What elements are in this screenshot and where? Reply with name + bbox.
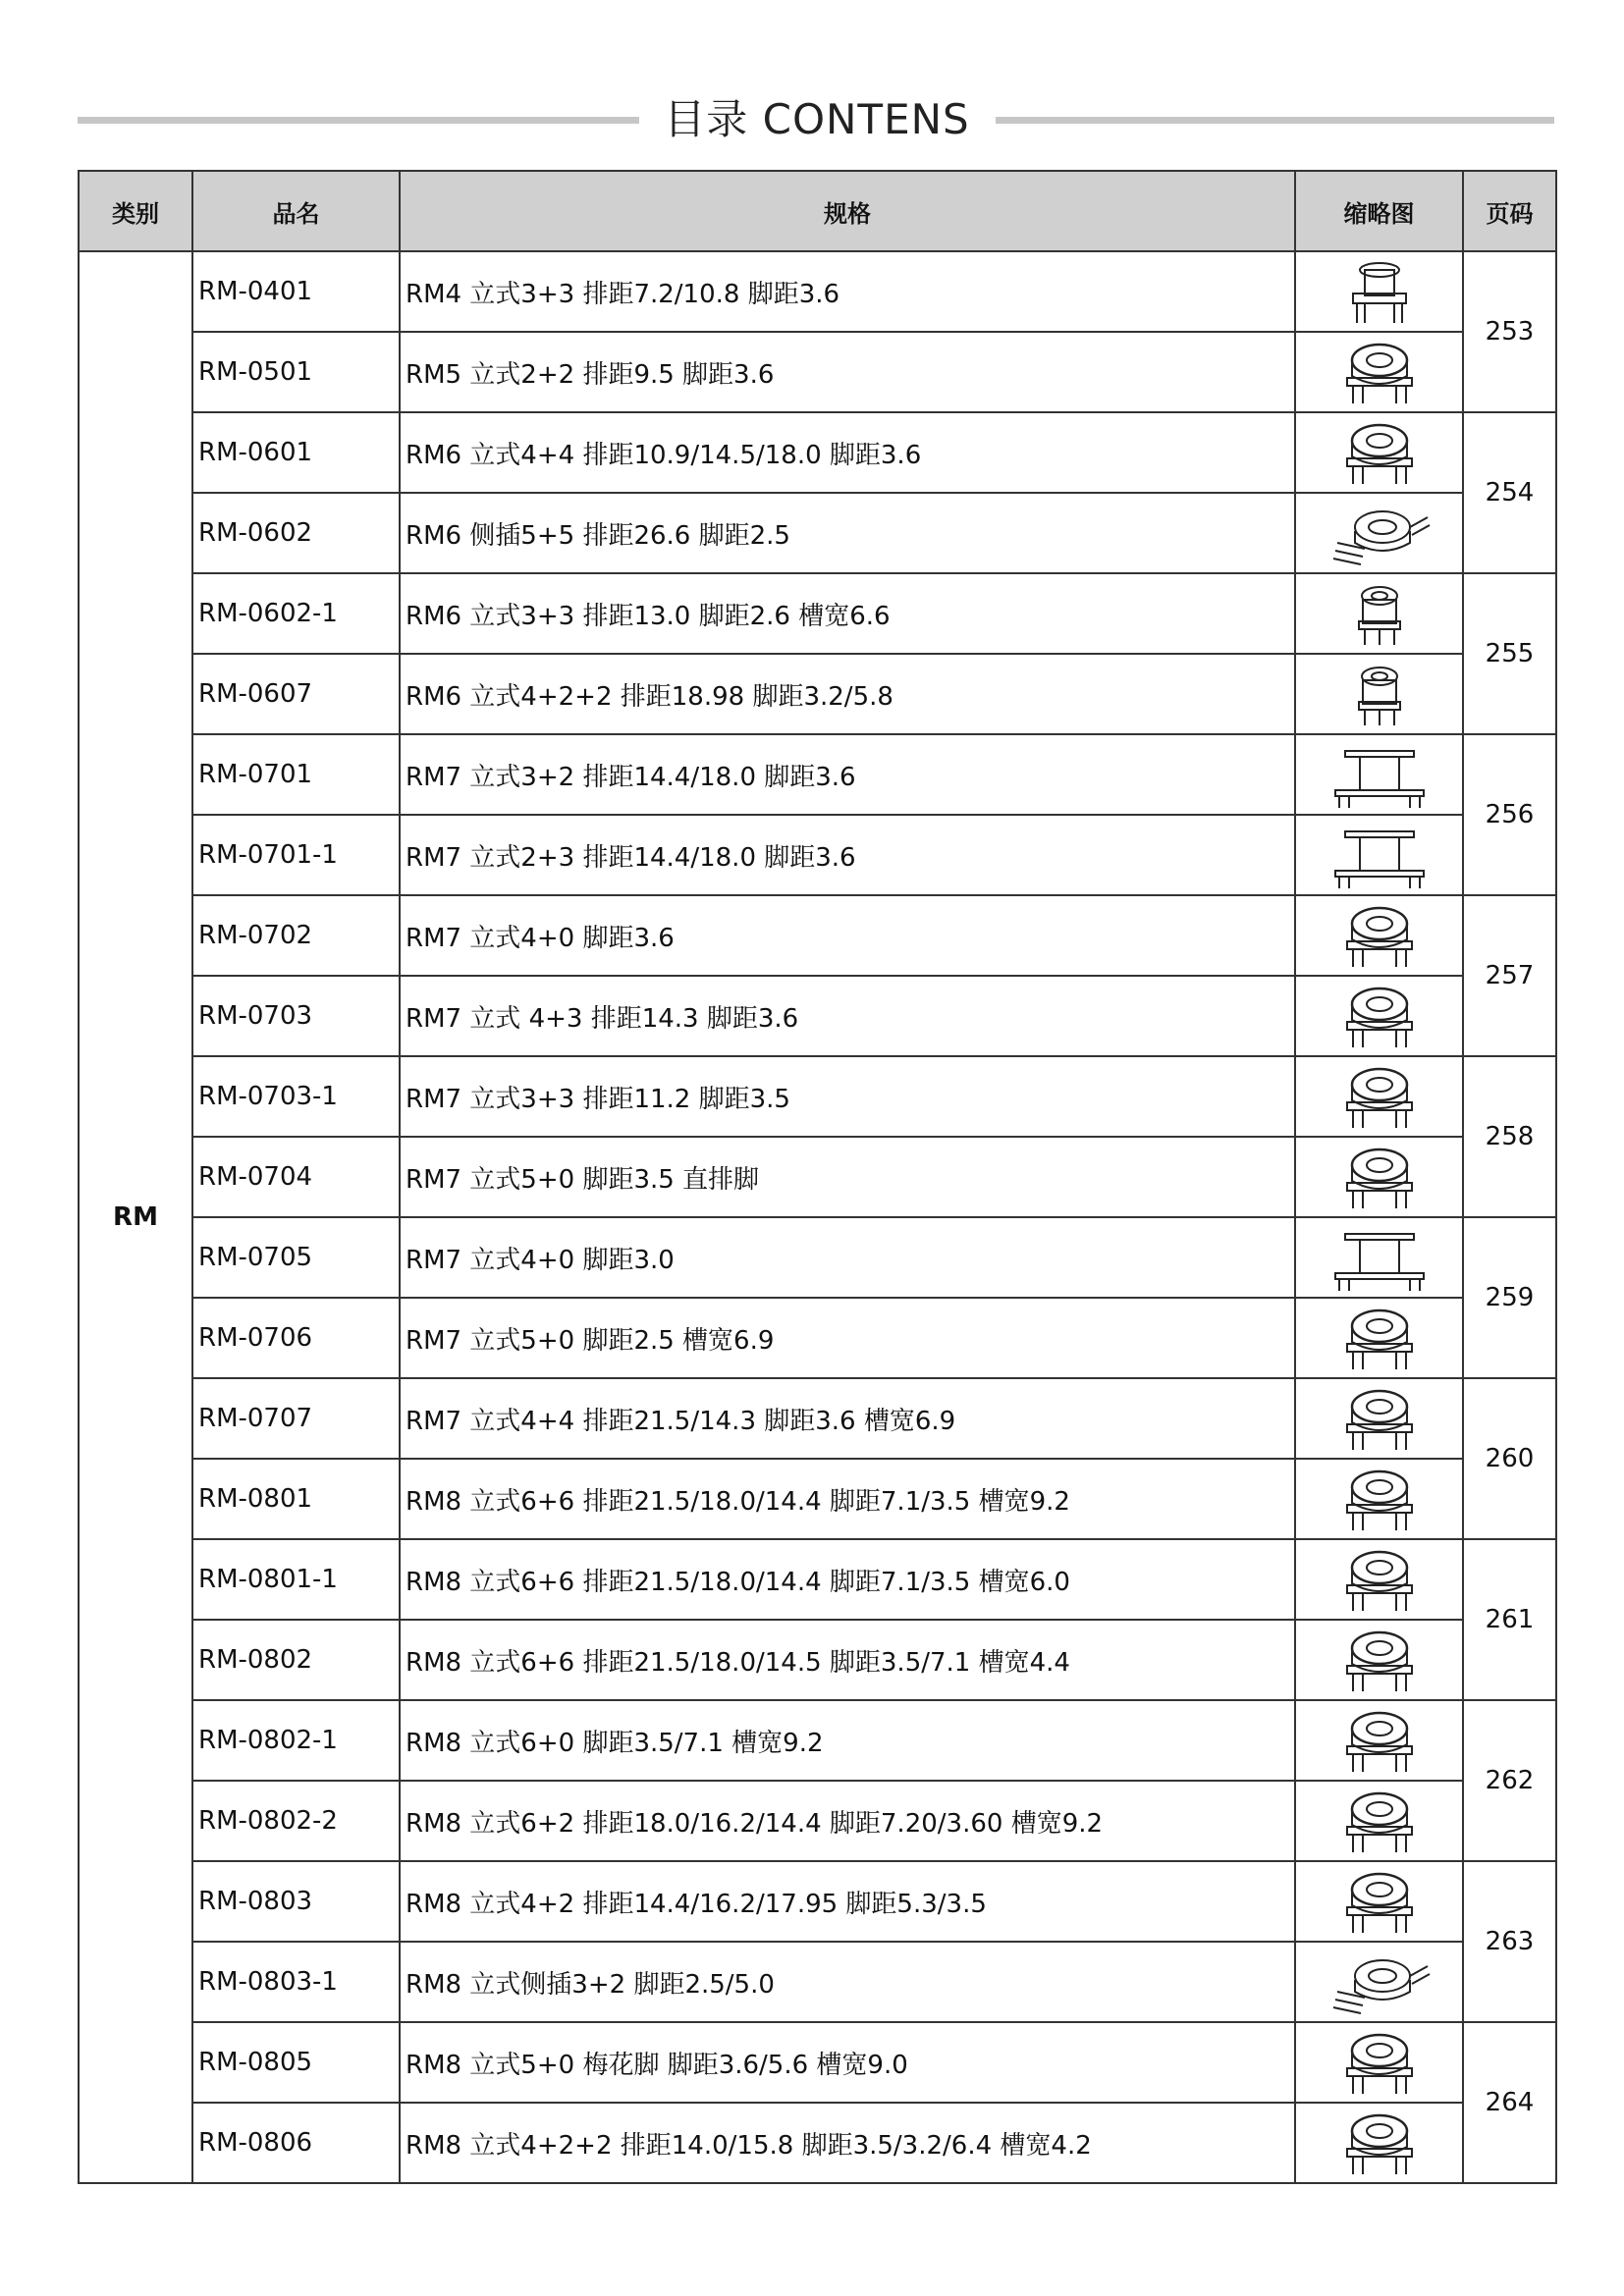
bobbin-round-icon — [1296, 1544, 1462, 1615]
thumbnail-cell — [1295, 1700, 1463, 1781]
table-row — [79, 1217, 1556, 1298]
bobbin-side-icon — [1296, 1947, 1462, 2017]
bobbin-round-icon — [1296, 900, 1462, 971]
page-number: 253 — [1463, 251, 1556, 412]
table-row — [79, 573, 1556, 654]
product-code: RM-0802-1 — [192, 1700, 400, 1781]
table-row — [79, 1942, 1556, 2022]
bobbin-round-icon — [1296, 1625, 1462, 1695]
product-code: RM-0702 — [192, 895, 400, 976]
bobbin-small-icon — [1296, 659, 1462, 729]
thumbnail-cell — [1295, 1539, 1463, 1620]
product-code: RM-0802-2 — [192, 1781, 400, 1861]
thumbnail-cell — [1295, 2022, 1463, 2103]
product-spec: RM6 侧插5+5 排距26.6 脚距2.5 — [400, 493, 1295, 573]
page-number: 254 — [1463, 412, 1556, 573]
product-spec: RM8 立式6+2 排距18.0/16.2/14.4 脚距7.20/3.60 槽宽9.2 — [400, 1781, 1295, 1861]
bobbin-round-icon — [1296, 981, 1462, 1051]
product-spec: RM8 立式4+2+2 排距14.0/15.8 脚距3.5/3.2/6.4 槽宽4.2 — [400, 2103, 1295, 2183]
product-code: RM-0703 — [192, 976, 400, 1056]
thumbnail-cell — [1295, 332, 1463, 412]
product-spec: RM7 立式2+3 排距14.4/18.0 脚距3.6 — [400, 815, 1295, 895]
product-code: RM-0806 — [192, 2103, 400, 2183]
table-row — [79, 1539, 1556, 1620]
thumbnail-cell — [1295, 493, 1463, 573]
thumbnail-cell — [1295, 654, 1463, 734]
bobbin-round-icon — [1296, 2108, 1462, 2178]
header-page: 页码 — [1463, 171, 1556, 251]
page-number: 257 — [1463, 895, 1556, 1056]
product-code: RM-0803 — [192, 1861, 400, 1942]
page-header — [78, 90, 1554, 149]
bobbin-round-icon — [1296, 1705, 1462, 1776]
table-row — [79, 654, 1556, 734]
product-spec: RM8 立式侧插3+2 脚距2.5/5.0 — [400, 1942, 1295, 2022]
page-title: 目录 CONTENS — [664, 95, 970, 143]
product-code: RM-0707 — [192, 1378, 400, 1459]
product-code: RM-0801-1 — [192, 1539, 400, 1620]
table-row — [79, 976, 1556, 1056]
bobbin-round-icon — [1296, 1786, 1462, 1856]
thumbnail-cell — [1295, 1781, 1463, 1861]
thumbnail-cell — [1295, 573, 1463, 654]
page-number: 256 — [1463, 734, 1556, 895]
thumbnail-cell — [1295, 1217, 1463, 1298]
bobbin-vertical-icon — [1296, 256, 1462, 327]
header-thumbnail: 缩略图 — [1295, 171, 1463, 251]
catalog-table — [78, 170, 1557, 2184]
table-row — [79, 734, 1556, 815]
product-code: RM-0803-1 — [192, 1942, 400, 2022]
title-rule-right — [996, 117, 1554, 124]
page-number: 261 — [1463, 1539, 1556, 1700]
thumbnail-cell — [1295, 412, 1463, 493]
product-spec: RM6 立式3+3 排距13.0 脚距2.6 槽宽6.6 — [400, 573, 1295, 654]
bobbin-round-icon — [1296, 2027, 1462, 2098]
bobbin-round-icon — [1296, 1061, 1462, 1132]
bobbin-round-icon — [1296, 1464, 1462, 1534]
table-row — [79, 493, 1556, 573]
thumbnail-cell — [1295, 1378, 1463, 1459]
product-spec: RM7 立式4+0 脚距3.0 — [400, 1217, 1295, 1298]
product-spec: RM8 立式6+6 排距21.5/18.0/14.4 脚距7.1/3.5 槽宽6.0 — [400, 1539, 1295, 1620]
product-spec: RM7 立式4+4 排距21.5/14.3 脚距3.6 槽宽6.9 — [400, 1378, 1295, 1459]
product-code: RM-0801 — [192, 1459, 400, 1539]
thumbnail-cell — [1295, 1620, 1463, 1700]
product-code: RM-0602 — [192, 493, 400, 573]
product-code: RM-0703-1 — [192, 1056, 400, 1137]
product-spec: RM7 立式3+3 排距11.2 脚距3.5 — [400, 1056, 1295, 1137]
table-row — [79, 332, 1556, 412]
product-spec: RM4 立式3+3 排距7.2/10.8 脚距3.6 — [400, 251, 1295, 332]
bobbin-side-icon — [1296, 498, 1462, 568]
page-number: 264 — [1463, 2022, 1556, 2183]
bobbin-round-icon — [1296, 417, 1462, 488]
product-code: RM-0401 — [192, 251, 400, 332]
product-code: RM-0602-1 — [192, 573, 400, 654]
table-row — [79, 251, 1556, 332]
page-number: 259 — [1463, 1217, 1556, 1378]
product-spec: RM7 立式 4+3 排距14.3 脚距3.6 — [400, 976, 1295, 1056]
thumbnail-cell — [1295, 2103, 1463, 2183]
bobbin-small-icon — [1296, 578, 1462, 649]
bobbin-frame-icon — [1296, 820, 1462, 890]
bobbin-round-icon — [1296, 337, 1462, 407]
bobbin-round-icon — [1296, 1866, 1462, 1937]
header-name: 品名 — [192, 171, 400, 251]
product-code: RM-0501 — [192, 332, 400, 412]
thumbnail-cell — [1295, 815, 1463, 895]
bobbin-frame-icon — [1296, 1222, 1462, 1293]
table-row — [79, 412, 1556, 493]
page-number: 263 — [1463, 1861, 1556, 2022]
table-row — [79, 1056, 1556, 1137]
table-row — [79, 815, 1556, 895]
table-row — [79, 1378, 1556, 1459]
product-spec: RM7 立式5+0 脚距3.5 直排脚 — [400, 1137, 1295, 1217]
page-number: 260 — [1463, 1378, 1556, 1539]
bobbin-round-icon — [1296, 1383, 1462, 1454]
header-category: 类别 — [79, 171, 192, 251]
page-number: 255 — [1463, 573, 1556, 734]
thumbnail-cell — [1295, 976, 1463, 1056]
product-spec: RM8 立式6+6 排距21.5/18.0/14.4 脚距7.1/3.5 槽宽9.2 — [400, 1459, 1295, 1539]
thumbnail-cell — [1295, 251, 1463, 332]
thumbnail-cell — [1295, 734, 1463, 815]
thumbnail-cell — [1295, 895, 1463, 976]
product-spec: RM6 立式4+2+2 排距18.98 脚距3.2/5.8 — [400, 654, 1295, 734]
title-rule-left — [78, 117, 639, 124]
table-row — [79, 2103, 1556, 2183]
product-spec: RM8 立式5+0 梅花脚 脚距3.6/5.6 槽宽9.0 — [400, 2022, 1295, 2103]
thumbnail-cell — [1295, 1459, 1463, 1539]
product-spec: RM6 立式4+4 排距10.9/14.5/18.0 脚距3.6 — [400, 412, 1295, 493]
page-number: 258 — [1463, 1056, 1556, 1217]
product-spec: RM8 立式4+2 排距14.4/16.2/17.95 脚距5.3/3.5 — [400, 1861, 1295, 1942]
product-code: RM-0802 — [192, 1620, 400, 1700]
product-spec: RM7 立式5+0 脚距2.5 槽宽6.9 — [400, 1298, 1295, 1378]
table-body — [79, 251, 1556, 2183]
product-code: RM-0705 — [192, 1217, 400, 1298]
category-cell: RM — [79, 251, 192, 2183]
table-row — [79, 1620, 1556, 1700]
product-spec: RM5 立式2+2 排距9.5 脚距3.6 — [400, 332, 1295, 412]
page-number: 262 — [1463, 1700, 1556, 1861]
product-spec: RM8 立式6+6 排距21.5/18.0/14.5 脚距3.5/7.1 槽宽4.4 — [400, 1620, 1295, 1700]
bobbin-frame-icon — [1296, 739, 1462, 810]
product-spec: RM7 立式3+2 排距14.4/18.0 脚距3.6 — [400, 734, 1295, 815]
thumbnail-cell — [1295, 1861, 1463, 1942]
product-code: RM-0805 — [192, 2022, 400, 2103]
product-code: RM-0607 — [192, 654, 400, 734]
table-row — [79, 895, 1556, 976]
table-row — [79, 1700, 1556, 1781]
thumbnail-cell — [1295, 1942, 1463, 2022]
product-spec: RM7 立式4+0 脚距3.6 — [400, 895, 1295, 976]
product-code: RM-0706 — [192, 1298, 400, 1378]
thumbnail-cell — [1295, 1056, 1463, 1137]
header-spec: 规格 — [400, 171, 1295, 251]
product-code: RM-0701-1 — [192, 815, 400, 895]
thumbnail-cell — [1295, 1137, 1463, 1217]
product-code: RM-0704 — [192, 1137, 400, 1217]
table-row — [79, 1459, 1556, 1539]
table-row — [79, 1781, 1556, 1861]
thumbnail-cell — [1295, 1298, 1463, 1378]
product-code: RM-0601 — [192, 412, 400, 493]
bobbin-round-icon — [1296, 1142, 1462, 1212]
table-row — [79, 1861, 1556, 1942]
product-code: RM-0701 — [192, 734, 400, 815]
table-row — [79, 1137, 1556, 1217]
table-header-row — [79, 171, 1556, 251]
table-row — [79, 2022, 1556, 2103]
bobbin-round-icon — [1296, 1303, 1462, 1373]
product-spec: RM8 立式6+0 脚距3.5/7.1 槽宽9.2 — [400, 1700, 1295, 1781]
table-row — [79, 1298, 1556, 1378]
